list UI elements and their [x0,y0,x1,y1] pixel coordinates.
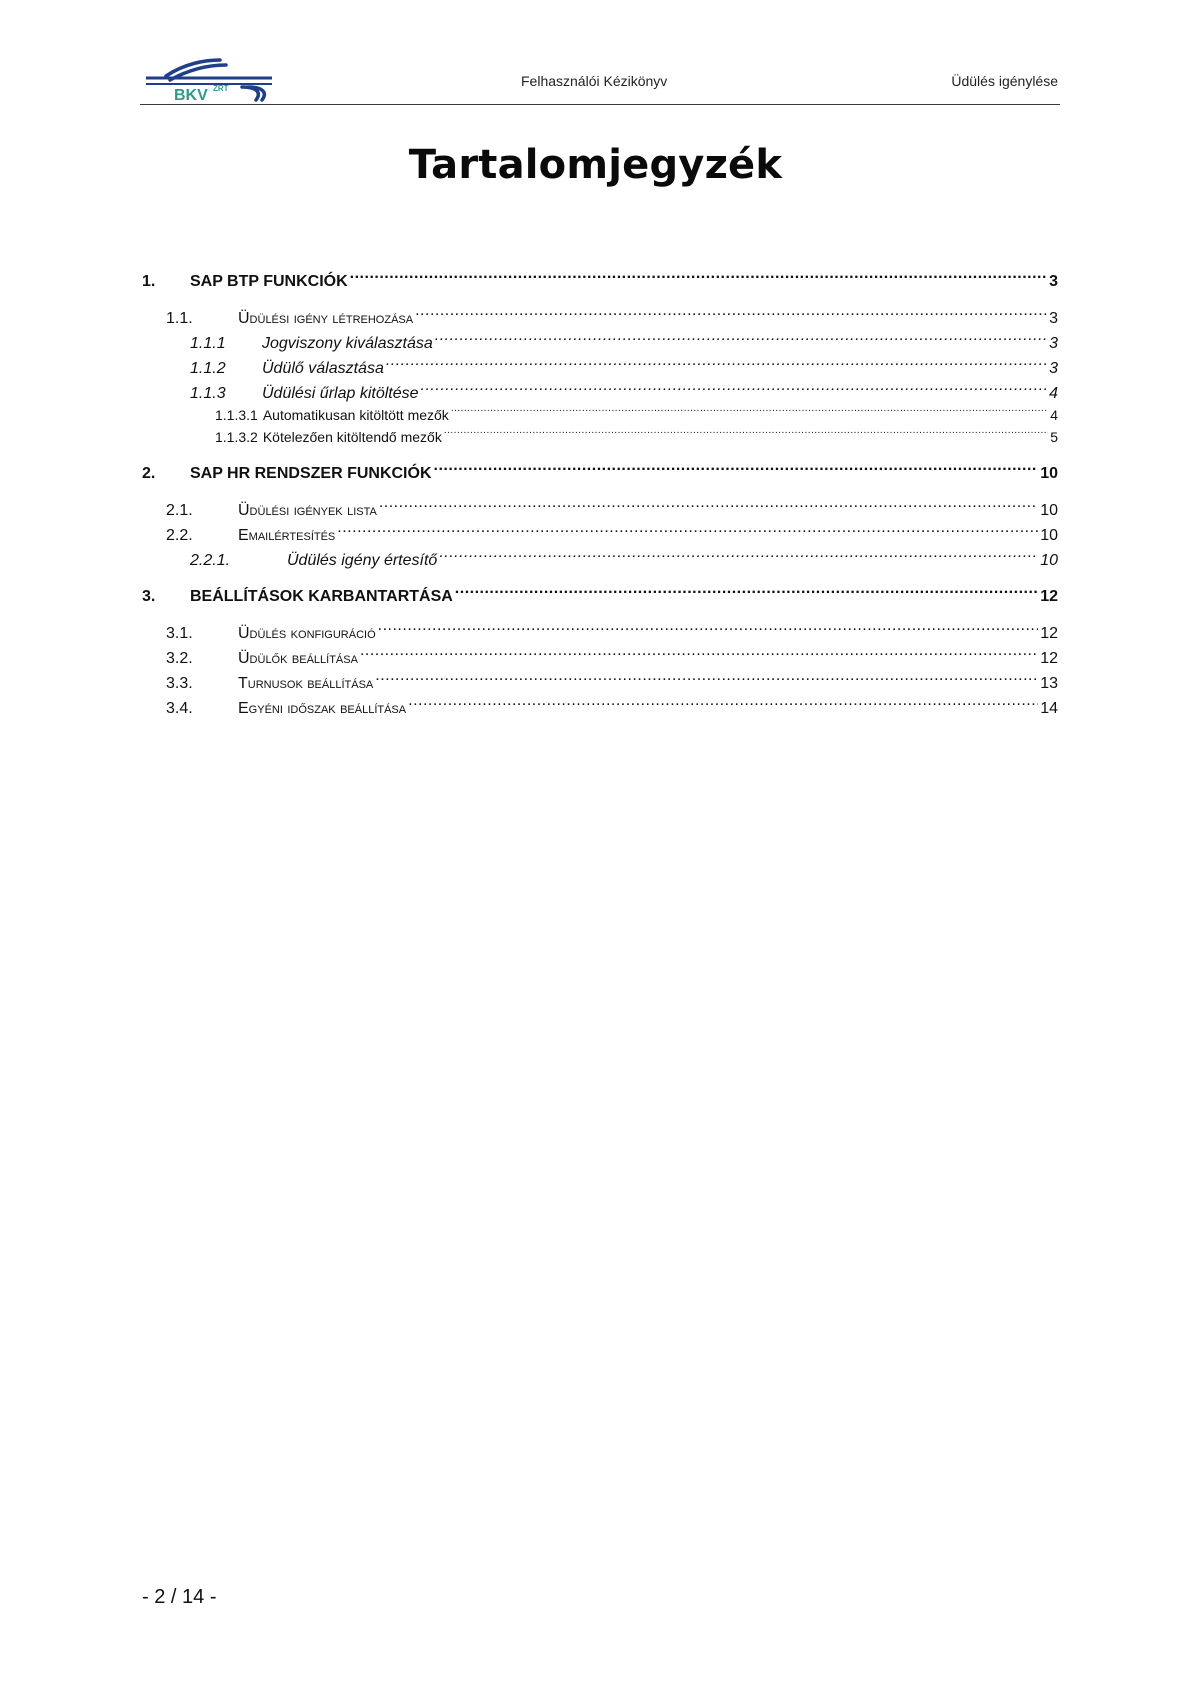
toc-number: 3.1. [166,625,193,642]
toc-title: Üdülési igények lista [238,502,377,519]
toc-title: Turnusok beállítása [238,675,374,692]
toc-page-number: 13 [1040,675,1058,692]
page-title: Tartalomjegyzék [408,142,783,188]
toc-number: 2.1. [166,502,193,519]
toc-page-number: 3 [1049,360,1058,377]
header-section-title: Üdülés igénylése [951,73,1058,89]
toc-leader-dots [455,577,1038,601]
logo-superscript: ZRT [213,84,229,93]
toc-number: 2.2. [166,527,193,544]
toc-leader-dots [421,373,1048,398]
toc-title: Üdülési igény létrehozása [238,310,414,327]
page-number-footer: - 2 / 14 - [142,1586,217,1608]
toc-title: Üdülők beállítása [238,650,358,667]
toc-page-number: 4 [1049,385,1058,402]
toc-entry-1-1[interactable] [142,298,1058,327]
toc-number: 3.2. [166,650,193,667]
bkv-logo [144,54,276,102]
toc-title: Üdülő választása [262,360,384,377]
toc-title: SAP BTP FUNKCIÓK [190,273,348,290]
toc-leader-dots [350,262,1047,286]
toc-leader-dots [415,298,1047,323]
toc-page-number: 14 [1040,700,1058,717]
toc-number: 1.1.3.2 [215,429,258,445]
toc-number: 1.1. [166,310,193,327]
toc-page-number: 5 [1050,429,1058,445]
toc-number: 1.1.1 [190,335,226,352]
toc-leader-dots [375,663,1038,688]
header-document-title: Felhasználói Kézikönyv [521,73,668,89]
toc-leader-dots [434,454,1039,478]
toc-title: Kötelezően kitöltendő mezők [262,429,442,445]
toc-number: 1.1.3 [190,385,226,402]
toc-leader-dots [444,420,1048,442]
toc-page-number: 12 [1040,588,1058,605]
toc-number: 1.1.2 [190,360,226,377]
toc-page-number: 10 [1040,527,1058,544]
toc-leader-dots [378,613,1039,638]
toc-entry-3-1[interactable] [142,613,1058,642]
toc-title: Emailértesítés [238,527,336,544]
toc-number: 2.2.1. [190,552,231,569]
toc-page-number: 3 [1049,273,1058,290]
toc-page-number: 4 [1050,407,1058,423]
toc-title: Jogviszony kiválasztása [262,335,433,352]
toc-number: 1.1.3.1 [215,407,258,423]
toc-title: Üdülési űrlap kitöltése [262,385,419,402]
toc-number: 3. [142,588,156,605]
toc-entry-2[interactable] [142,454,1058,482]
toc-leader-dots [435,323,1047,348]
toc-title: Üdülés igény értesítő [287,552,438,569]
toc-title: SAP HR RENDSZER FUNKCIÓK [190,465,432,482]
toc-leader-dots [451,398,1048,420]
toc-entry-2-1[interactable] [142,490,1058,519]
toc-title: Automatikusan kitöltött mezők [262,407,449,423]
toc-number: 3.4. [166,700,193,717]
toc-leader-dots [379,490,1038,515]
toc-page-number: 10 [1040,465,1058,482]
toc-leader-dots [408,688,1038,713]
toc-title: BEÁLLÍTÁSOK KARBANTARTÁSA [190,588,453,605]
toc-page-number: 3 [1049,310,1058,327]
toc-number: 1. [142,273,156,290]
toc-number: 2. [142,465,156,482]
toc-number: 3.3. [166,675,193,692]
toc-entry-3[interactable] [142,577,1058,605]
toc-leader-dots [439,540,1038,565]
toc-page-number: 10 [1040,502,1058,519]
logo-text: BKV [174,87,208,102]
toc-page-number: 12 [1040,650,1058,667]
toc-entry-1[interactable] [142,262,1058,290]
page-header [140,46,1060,105]
toc-page-number: 10 [1040,552,1058,569]
toc-title: Egyéni időszak beállítása [238,700,407,717]
toc-leader-dots [360,638,1038,663]
toc-leader-dots [386,348,1047,373]
toc-leader-dots [337,515,1038,540]
table-of-contents [142,262,1058,717]
toc-title: Üdülés konfiguráció [238,625,376,642]
toc-page-number: 3 [1049,335,1058,352]
toc-page-number: 12 [1040,625,1058,642]
